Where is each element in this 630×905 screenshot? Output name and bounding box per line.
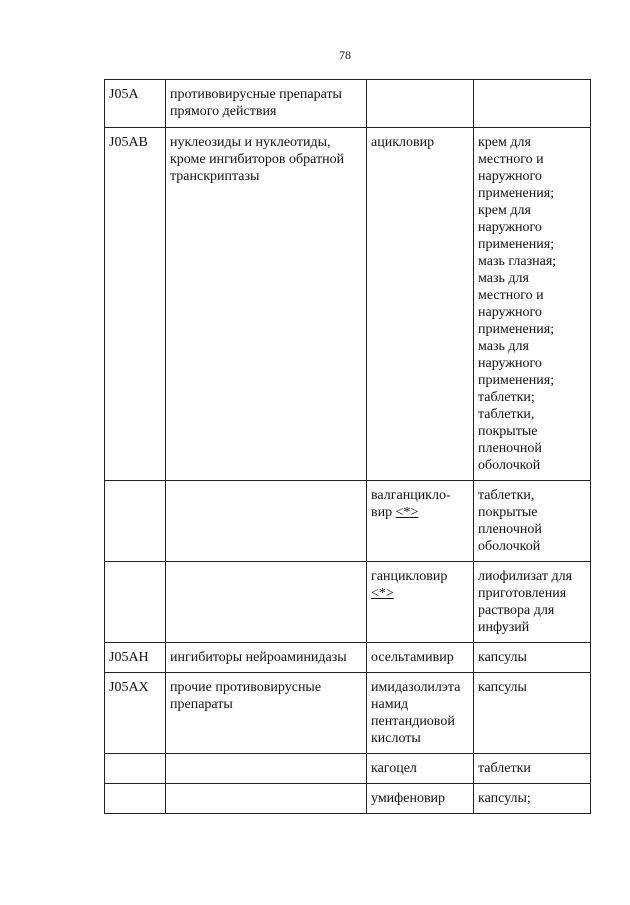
group-cell xyxy=(166,562,367,643)
dosage-form-cell xyxy=(474,754,591,784)
drug-name-cell xyxy=(367,481,474,562)
group-cell: ингибиторы нейроаминидазы xyxy=(166,643,367,673)
group-cell xyxy=(166,784,367,814)
drug-name-cell: кагоцел xyxy=(367,754,474,784)
drug-name-cell: ацикловир xyxy=(367,128,474,481)
dosage-form: капсулы xyxy=(478,680,527,695)
drug-name-cell xyxy=(367,562,474,643)
dosage-form: таблетки xyxy=(478,761,531,776)
dosage-form: крем для местного и наружного применения; xyxy=(478,135,555,201)
dosage-form: мазь для наружного применения; xyxy=(478,339,555,388)
group-cell: прочие противовирусные препараты xyxy=(166,673,367,754)
dosage-form-cell xyxy=(474,80,591,128)
dosage-form-cell xyxy=(474,784,591,814)
table-row xyxy=(105,128,591,481)
group-cell: нуклеозиды и нуклеотиды, кроме ингибиторов обратной транскриптазы xyxy=(166,128,367,481)
atc-code-cell: J05AB xyxy=(105,128,166,481)
drug-name-cell: осельтамивир xyxy=(367,643,474,673)
atc-code-cell: J05AH xyxy=(105,643,166,673)
table-row xyxy=(105,754,591,784)
dosage-form-cell xyxy=(474,673,591,754)
drug-name: ганцикловир xyxy=(371,569,448,584)
dosage-form: лиофилизат для приготовления раствора для инфузий xyxy=(478,569,573,635)
drug-name: валганцикло- вир xyxy=(371,488,451,520)
atc-code-cell: J05A xyxy=(105,80,166,128)
dosage-form: капсулы; xyxy=(478,791,531,806)
atc-code-cell xyxy=(105,784,166,814)
table-row xyxy=(105,784,591,814)
drug-name-cell: имидазолилэта намид пентандиовой кислоты xyxy=(367,673,474,754)
dosage-form: таблетки, покрытые пленочной оболочкой xyxy=(478,407,542,473)
drug-name-cell: умифеновир xyxy=(367,784,474,814)
group-cell xyxy=(166,481,367,562)
dosage-form: крем для наружного применения; xyxy=(478,203,555,252)
atc-code-cell xyxy=(105,562,166,643)
table-row xyxy=(105,643,591,673)
dosage-form: мазь глазная; xyxy=(478,254,557,269)
dosage-form-cell xyxy=(474,643,591,673)
table-row xyxy=(105,562,591,643)
dosage-form: таблетки, покрытые пленочной оболочкой xyxy=(478,488,542,554)
drug-table xyxy=(104,79,591,814)
dosage-form: капсулы xyxy=(478,650,527,665)
table-row xyxy=(105,673,591,754)
dosage-form-cell xyxy=(474,128,591,481)
atc-code-cell xyxy=(105,754,166,784)
footnote-link[interactable]: <*> xyxy=(371,586,394,601)
dosage-form-cell xyxy=(474,481,591,562)
atc-code-cell xyxy=(105,481,166,562)
group-cell: противовирусные препараты прямого действия xyxy=(166,80,367,128)
table-row xyxy=(105,80,591,128)
group-cell xyxy=(166,754,367,784)
atc-code-cell: J05AX xyxy=(105,673,166,754)
table-row xyxy=(105,481,591,562)
footnote-link[interactable]: <*> xyxy=(395,505,419,520)
dosage-form-cell xyxy=(474,562,591,643)
dosage-form: мазь для местного и наружного применения; xyxy=(478,271,555,337)
dosage-form: таблетки; xyxy=(478,390,535,405)
page-number: 78 xyxy=(339,48,351,62)
drug-name-cell xyxy=(367,80,474,128)
